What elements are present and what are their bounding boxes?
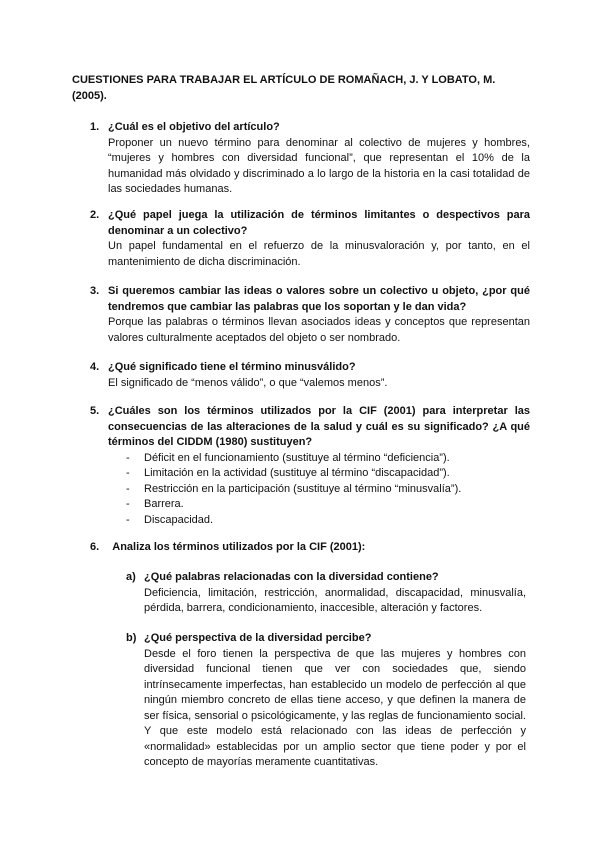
answer-text: Porque las palabras o términos llevan asociados ideas y conceptos que representan valores culturalmente aceptados del objeto o ser nombrado. — [108, 316, 530, 344]
question-text: Si queremos cambiar las ideas o valores sobre un colectivo u objeto, ¿por qué tendremos que cambiar las palabras que los soportan y le dan vida? — [108, 285, 530, 313]
question-4 — [90, 360, 530, 391]
subquestion-text: ¿Qué perspectiva de la diversidad percibe? — [144, 632, 372, 644]
question-number: 2. — [90, 209, 100, 221]
question-1 — [90, 120, 530, 198]
question-text: ¿Qué papel juega la utilización de términos limitantes o despectivos para denominar a un colectivo? — [108, 209, 530, 237]
list-item: - Barrera. — [126, 498, 184, 510]
question-number: 6. — [90, 541, 100, 553]
list-item: - Restricción en la participación (sustituye al término “minusvalía”). — [126, 482, 462, 495]
question-text: ¿Cuáles son los términos utilizados por la CIF (2001) para interpretar las consecuencias de las alteraciones de la salud y cuál es su significado? ¿A qué términos del CIDDM (1980) sustituyen? — [108, 405, 530, 448]
list-item: - Discapacidad. — [126, 513, 214, 526]
term-list — [126, 451, 530, 529]
answer-text: Proponer un nuevo término para denominar al colectivo de mujeres y hombres, “mujeres y hombres con diversidad funcional”, que representan el 10% de la humanidad más olvidado y discriminado a lo largo de la historia en la casi totalidad de las sociedades humanas. — [108, 136, 530, 195]
question-number: 1. — [90, 121, 100, 133]
answer-text: Un papel fundamental en el refuerzo de la minusvaloración y, por tanto, en el mantenimiento de dicha discriminación. — [108, 240, 530, 268]
subanswer-text: Deficiencia, limitación, restricción, anormalidad, discapacidad, minusvalía, pérdida, barrera, condicionamiento, inaccesible, alteración y factores. — [144, 586, 526, 614]
subquestion-b — [126, 631, 526, 771]
subquestion-label: b) — [126, 632, 137, 644]
question-text: ¿Qué significado tiene el término minusválido? — [108, 361, 356, 373]
list-item: - Limitación en la actividad (sustituye al término “discapacidad”). — [126, 467, 450, 479]
answer-text: El significado de “menos válido”, o que “valemos menos”. — [108, 376, 388, 389]
subquestion-a — [126, 570, 526, 617]
question-3 — [90, 284, 530, 346]
subquestion-label: a) — [126, 571, 136, 583]
question-text: ¿Cuál es el objetivo del artículo? — [108, 121, 280, 133]
question-5 — [90, 404, 530, 528]
list-item: - Déficit en el funcionamiento (sustituye al término “deficiencia”). — [126, 451, 450, 464]
question-text: Analiza los términos utilizados por la CIF (2001): — [112, 541, 366, 553]
question-number: 3. — [90, 285, 100, 297]
subanswer-text: Desde el foro tienen la perspectiva de que las mujeres y hombres con diversidad funcional tienen que ver con sociedades que, siendo intrínsecamente imperfectas, han establecido un modelo de perfección al que ningún miembro concreto de ellas tiene acceso, y que definen la manera de ser física, sensorial o psicológicamente, y las reglas de funcionamiento social. Y que este modelo está relacionado con las ideas de perfección y «normalidad» establecidas por un amplio sector que tiene poder y por el concepto de mayorías meramente cuantitativas. — [144, 647, 526, 768]
question-number: 4. — [90, 361, 100, 373]
document-title: CUESTIONES PARA TRABAJAR EL ARTÍCULO DE ROMAÑACH, J. Y LOBATO, M. (2005). — [72, 74, 496, 102]
subquestion-text: ¿Qué palabras relacionadas con la diversidad contiene? — [144, 571, 439, 583]
question-6 — [90, 540, 365, 556]
question-2 — [90, 208, 530, 270]
question-number: 5. — [90, 405, 100, 417]
